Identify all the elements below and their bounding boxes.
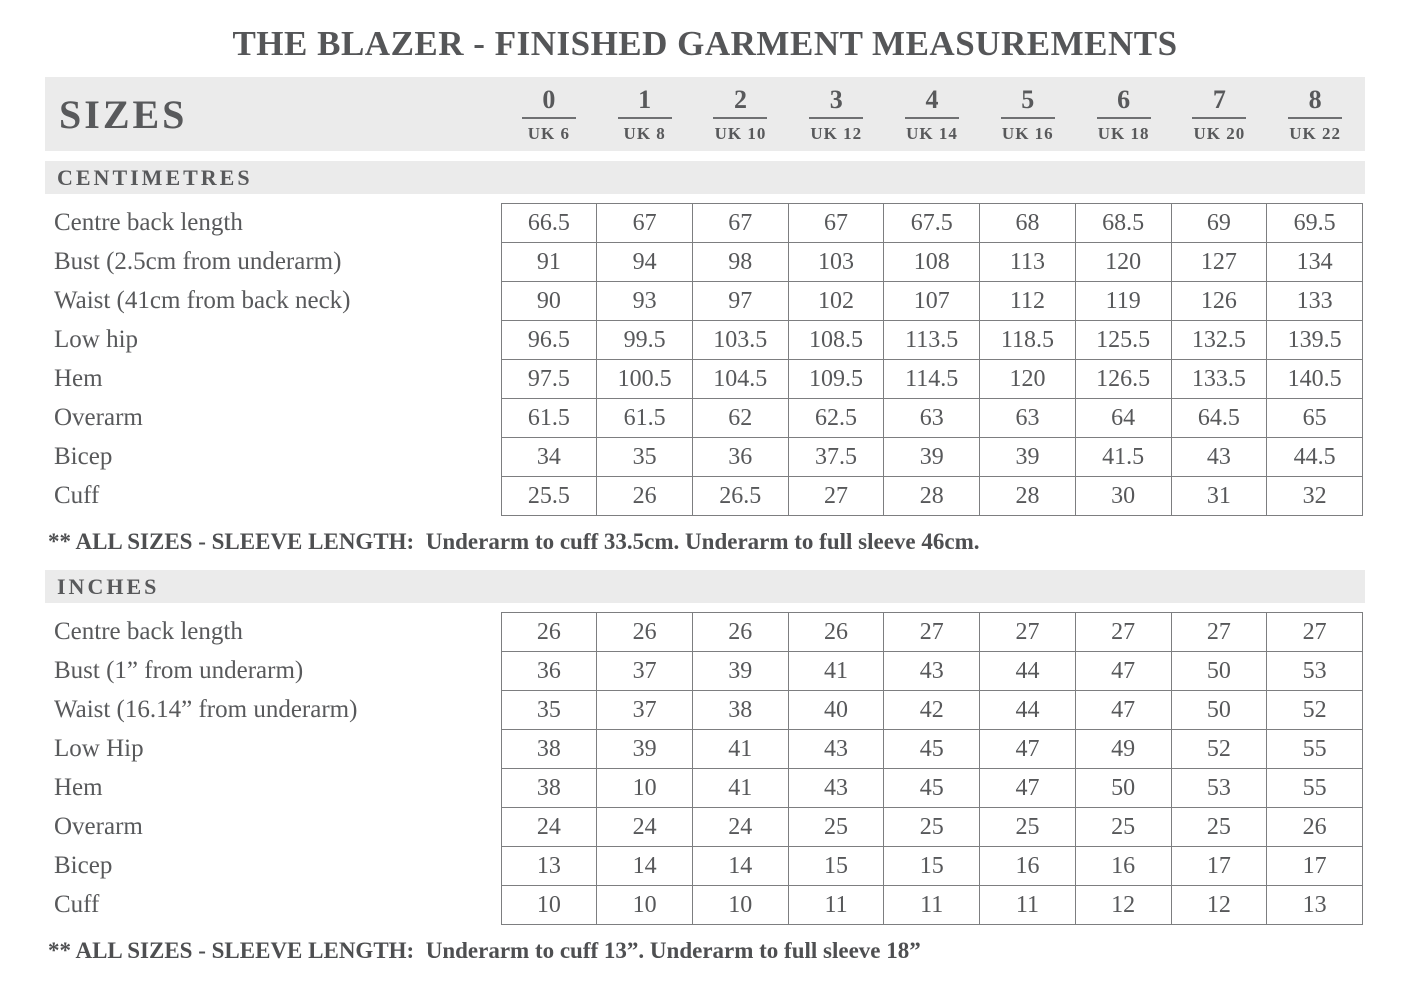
measurement-cell: 91 [501,243,597,282]
inches-table [45,612,1363,925]
measurement-cell: 61.5 [501,399,597,438]
measurement-cell: 68.5 [1075,204,1171,243]
size-number: 8 [1288,87,1342,119]
measurement-cell: 43 [788,769,884,808]
measurement-cell: 38 [501,730,597,769]
size-number: 0 [522,87,576,119]
measurement-cell: 41 [692,769,788,808]
measurement-cell: 103.5 [692,321,788,360]
measurement-cell: 26 [788,613,884,652]
row-label: Hem [45,360,501,399]
measurement-cell: 140.5 [1267,360,1363,399]
measurement-cell: 104.5 [692,360,788,399]
measurement-cell: 107 [884,282,980,321]
measurement-cell: 133.5 [1171,360,1267,399]
measurement-cell: 108 [884,243,980,282]
measurement-cell: 45 [884,730,980,769]
measurement-cell: 50 [1171,691,1267,730]
measurement-cell: 41 [692,730,788,769]
size-number: 6 [1097,87,1151,119]
measurement-cell: 13 [1267,886,1363,925]
centimetres-label: CENTIMETRES [57,164,253,190]
size-number: 4 [905,87,959,119]
table-row [45,769,1363,808]
measurement-cell: 94 [597,243,693,282]
measurement-cell: 64.5 [1171,399,1267,438]
row-label: Bust (1” from underarm) [45,652,501,691]
measurement-cell: 35 [501,691,597,730]
size-number: 1 [618,87,672,119]
measurement-cell: 27 [1267,613,1363,652]
row-label: Waist (41cm from back neck) [45,282,501,321]
measurement-cell: 10 [597,769,693,808]
measurement-cell: 114.5 [884,360,980,399]
measurement-cell: 15 [788,847,884,886]
table-row [45,321,1363,360]
measurement-cell: 96.5 [501,321,597,360]
measurement-cell: 67 [788,204,884,243]
measurement-cell: 12 [1075,886,1171,925]
measurement-cell: 11 [884,886,980,925]
measurement-cell: 68 [980,204,1076,243]
measurement-cell: 26 [597,613,693,652]
size-column [884,77,980,151]
measurement-cell: 43 [788,730,884,769]
size-column [1267,77,1363,151]
measurement-cell: 119 [1075,282,1171,321]
measurement-cell: 120 [1075,243,1171,282]
measurement-cell: 109.5 [788,360,884,399]
size-uk-label: UK 20 [1193,123,1246,143]
measurement-cell: 35 [597,438,693,477]
measurement-cell: 62 [692,399,788,438]
measurement-cell: 132.5 [1171,321,1267,360]
size-uk-label: UK 12 [810,123,863,143]
measurement-cell: 43 [884,652,980,691]
measurement-cell: 62.5 [788,399,884,438]
size-number: 2 [713,87,767,119]
measurement-cell: 100.5 [597,360,693,399]
measurement-cell: 53 [1171,769,1267,808]
row-label: Centre back length [45,204,501,243]
measurement-cell: 55 [1267,730,1363,769]
row-label: Hem [45,769,501,808]
sizes-label: SIZES [59,91,188,137]
measurement-cell: 16 [980,847,1076,886]
row-label: Cuff [45,477,501,516]
size-column [788,77,884,151]
measurement-cell: 69.5 [1267,204,1363,243]
measurement-cell: 64 [1075,399,1171,438]
measurement-cell: 49 [1075,730,1171,769]
measurement-cell: 67 [692,204,788,243]
measurement-cell: 30 [1075,477,1171,516]
table-row [45,243,1363,282]
centimetres-table [45,203,1363,516]
table-row [45,477,1363,516]
measurement-cell: 32 [1267,477,1363,516]
measurement-cell: 120 [980,360,1076,399]
inches-band [45,570,1365,603]
measurement-cell: 10 [692,886,788,925]
table-row [45,691,1363,730]
measurement-cell: 102 [788,282,884,321]
measurement-cell: 139.5 [1267,321,1363,360]
table-row [45,847,1363,886]
row-label: Bicep [45,438,501,477]
measurement-cell: 25 [1075,808,1171,847]
size-uk-label: UK 6 [527,123,571,143]
measurement-cell: 108.5 [788,321,884,360]
measurement-cell: 53 [1267,652,1363,691]
measurement-cell: 25 [884,808,980,847]
measurement-cell: 113.5 [884,321,980,360]
row-label: Overarm [45,808,501,847]
table-row [45,438,1363,477]
measurement-cell: 25 [980,808,1076,847]
measurement-cell: 27 [980,613,1076,652]
table-row [45,399,1363,438]
measurement-cell: 66.5 [501,204,597,243]
centimetres-band [45,161,1365,194]
measurement-cell: 63 [884,399,980,438]
measurement-cell: 25 [1171,808,1267,847]
measurement-cell: 67.5 [884,204,980,243]
measurement-cell: 98 [692,243,788,282]
size-uk-label: UK 8 [623,123,666,143]
measurement-cell: 24 [501,808,597,847]
measurement-cell: 47 [1075,691,1171,730]
table-row [45,730,1363,769]
row-label: Low hip [45,321,501,360]
measurement-cell: 17 [1267,847,1363,886]
measurement-cell: 36 [692,438,788,477]
measurement-cell: 14 [597,847,693,886]
measurement-cell: 47 [1075,652,1171,691]
measurement-cell: 47 [980,730,1076,769]
inches-label: INCHES [57,573,160,599]
measurement-cell: 69 [1171,204,1267,243]
measurement-cell: 36 [501,652,597,691]
measurement-cell: 127 [1171,243,1267,282]
measurement-cell: 44 [980,652,1076,691]
page-title: THE BLAZER - FINISHED GARMENT MEASUREMENTS [232,24,1178,63]
measurement-cell: 39 [692,652,788,691]
measurement-cell: 37 [597,652,693,691]
table-row [45,808,1363,847]
size-column [501,77,597,151]
measurement-cell: 38 [692,691,788,730]
table-row [45,613,1363,652]
measurement-cell: 67 [597,204,693,243]
measurement-cell: 10 [501,886,597,925]
measurement-cell: 42 [884,691,980,730]
measurement-cell: 39 [884,438,980,477]
size-columns [501,77,1363,151]
size-number: 7 [1192,87,1246,119]
measurement-cell: 37 [597,691,693,730]
measurement-cell: 39 [980,438,1076,477]
measurement-cell: 118.5 [980,321,1076,360]
row-label: Waist (16.14” from underarm) [45,691,501,730]
inches-sleeve-note: ** ALL SIZES - SLEEVE LENGTH: Underarm to cuff 13”. Underarm to full sleeve 18” [48,938,921,963]
size-uk-label: UK 16 [1001,123,1054,143]
measurement-cell: 103 [788,243,884,282]
measurement-cell: 31 [1171,477,1267,516]
measurement-cell: 38 [501,769,597,808]
measurement-cell: 16 [1075,847,1171,886]
measurement-cell: 97 [692,282,788,321]
measurement-cell: 14 [692,847,788,886]
measurement-cell: 43 [1171,438,1267,477]
sizes-header-band [45,77,1365,151]
measurement-cell: 28 [980,477,1076,516]
size-number: 3 [809,87,863,119]
measurement-cell: 99.5 [597,321,693,360]
measurement-cell: 61.5 [597,399,693,438]
measurement-cell: 37.5 [788,438,884,477]
measurement-cell: 65 [1267,399,1363,438]
measurement-cell: 126 [1171,282,1267,321]
table-row [45,282,1363,321]
size-number: 5 [1001,87,1055,119]
measurement-cell: 134 [1267,243,1363,282]
row-label: Cuff [45,886,501,925]
measurement-cell: 44.5 [1267,438,1363,477]
size-uk-label: UK 22 [1289,123,1342,143]
row-label: Bust (2.5cm from underarm) [45,243,501,282]
cm-sleeve-note: ** ALL SIZES - SLEEVE LENGTH: Underarm to cuff 33.5cm. Underarm to full sleeve 46cm. [48,529,980,554]
table-row [45,652,1363,691]
measurement-cell: 27 [1171,613,1267,652]
measurement-cell: 113 [980,243,1076,282]
measurement-cell: 52 [1267,691,1363,730]
measurement-cell: 27 [1075,613,1171,652]
measurement-cell: 63 [980,399,1076,438]
measurement-cell: 41.5 [1075,438,1171,477]
table-row [45,360,1363,399]
size-column [980,77,1076,151]
size-uk-label: UK 18 [1097,123,1150,143]
table-row [45,886,1363,925]
measurement-cell: 26.5 [692,477,788,516]
measurement-cell: 25.5 [501,477,597,516]
measurement-cell: 97.5 [501,360,597,399]
measurement-cell: 39 [597,730,693,769]
measurement-cell: 55 [1267,769,1363,808]
measurement-cell: 12 [1171,886,1267,925]
measurement-cell: 45 [884,769,980,808]
measurement-cell: 126.5 [1075,360,1171,399]
measurement-cell: 24 [597,808,693,847]
size-uk-label: UK 14 [906,123,958,143]
measurement-cell: 44 [980,691,1076,730]
measurement-cell: 133 [1267,282,1363,321]
measurement-cell: 26 [692,613,788,652]
row-label: Bicep [45,847,501,886]
measurement-cell: 28 [884,477,980,516]
measurement-cell: 26 [597,477,693,516]
measurement-cell: 125.5 [1075,321,1171,360]
row-label: Centre back length [45,613,501,652]
measurement-cell: 27 [788,477,884,516]
measurement-cell: 13 [501,847,597,886]
measurement-cell: 26 [1267,808,1363,847]
measurement-cell: 93 [597,282,693,321]
measurement-cell: 10 [597,886,693,925]
measurement-cell: 25 [788,808,884,847]
measurement-cell: 26 [501,613,597,652]
size-column [597,77,693,151]
size-column [693,77,789,151]
measurement-cell: 27 [884,613,980,652]
measurement-cell: 40 [788,691,884,730]
measurement-cell: 17 [1171,847,1267,886]
measurement-cell: 15 [884,847,980,886]
measurement-cell: 112 [980,282,1076,321]
measurement-cell: 24 [692,808,788,847]
measurement-cell: 41 [788,652,884,691]
row-label: Overarm [45,399,501,438]
measurement-cell: 11 [788,886,884,925]
size-column [1171,77,1267,151]
size-column [1076,77,1172,151]
measurement-cell: 50 [1075,769,1171,808]
measurement-cell: 50 [1171,652,1267,691]
measurement-cell: 11 [980,886,1076,925]
table-row [45,204,1363,243]
measurement-cell: 34 [501,438,597,477]
row-label: Low Hip [45,730,501,769]
measurement-cell: 90 [501,282,597,321]
measurement-cell: 52 [1171,730,1267,769]
size-uk-label: UK 10 [714,123,767,143]
measurement-cell: 47 [980,769,1076,808]
